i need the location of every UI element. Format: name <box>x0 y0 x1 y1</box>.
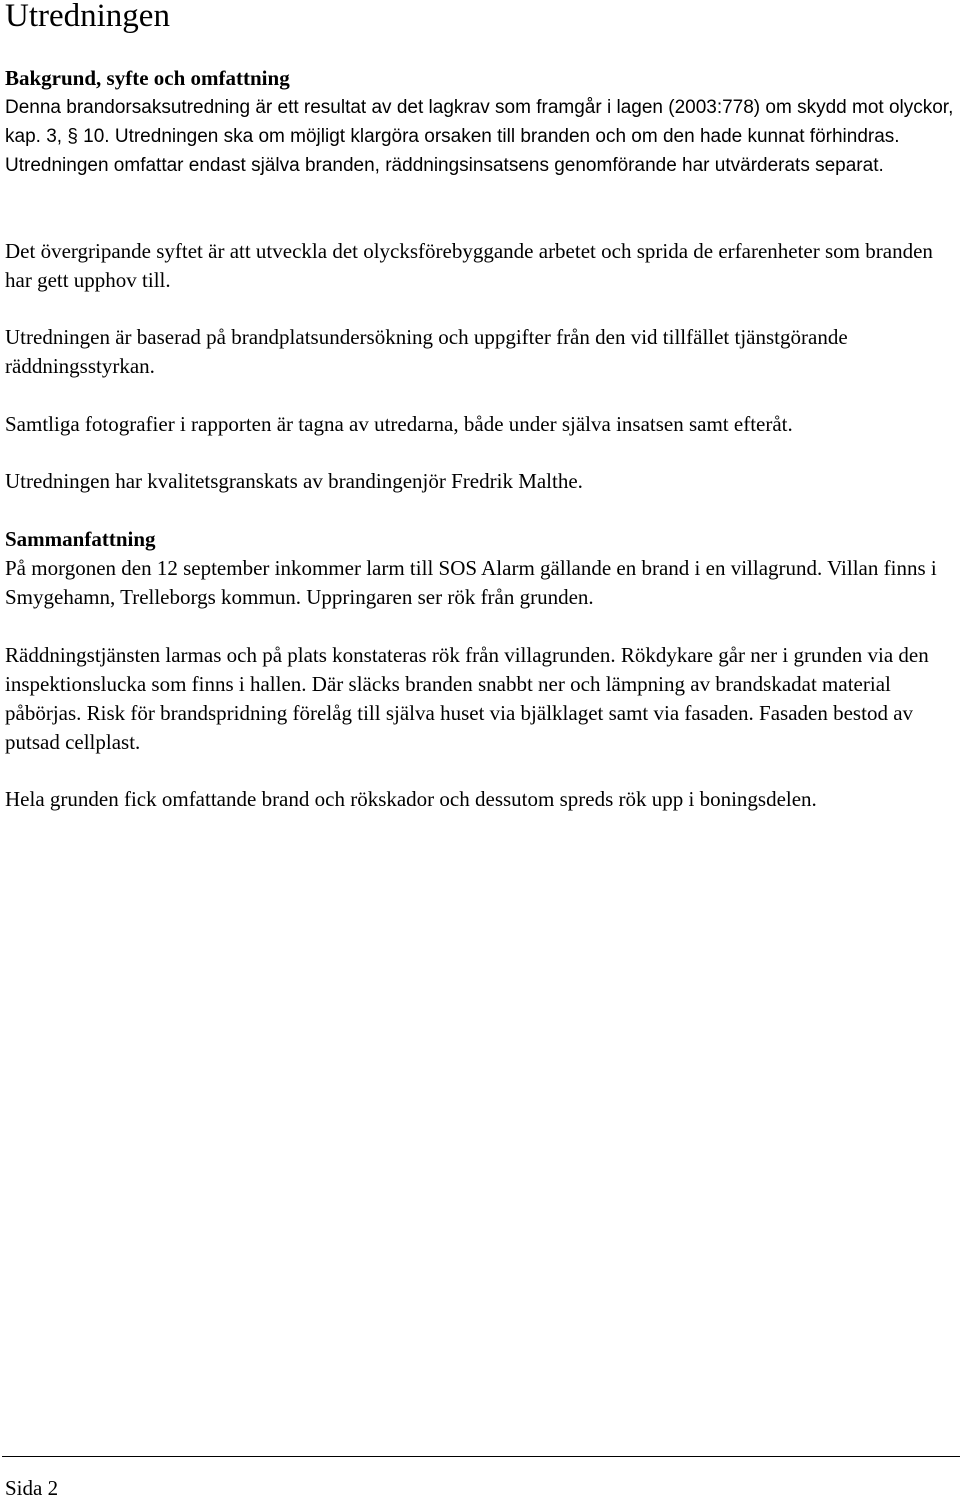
paragraph-syfte: Det övergripande syftet är att utveckla det olycksförebyggande arbetet och sprida de erfarenheter som branden har gett upphov till. <box>5 239 933 292</box>
section-heading-sammanfattning: Sammanfattning <box>5 527 156 551</box>
paragraph-lagkrav: Denna brandorsaksutredning är ett resultat av det lagkrav som framgår i lagen (2003:778) om skydd mot olyckor, kap. 3, § 10. Utredningen ska om möjligt klargöra orsaken till branden och om den hade kunnat förhindras. Utredningen omfattar endast själva branden, räddningsinsatsens genomförande har utvärderats separat. <box>5 97 954 176</box>
paragraph-skador: Hela grunden fick omfattande brand och rökskador och dessutom spreds rök upp i boningsdelen. <box>5 787 817 811</box>
paragraph-insats: Räddningstjänsten larmas och på plats konstateras rök från villagrunden. Rökdykare går ner i grunden via den inspektionslucka som finns i hallen. Där släcks branden snabbt ner och lämpning av brandskadat material påbörjas. Risk för brandspridning förelåg till själva huset via bjälklaget samt via fasaden. Fasaden bestod av putsad cellplast. <box>5 643 929 754</box>
paragraph-fotografier: Samtliga fotografier i rapporten är tagna av utredarna, både under själva insatsen samt efteråt. <box>5 412 793 436</box>
footer-divider <box>2 1456 960 1457</box>
section-heading-bakgrund: Bakgrund, syfte och omfattning <box>5 66 290 90</box>
document-title: Utredningen <box>5 0 170 34</box>
paragraph-kvalitetsgranskning: Utredningen har kvalitetsgranskats av brandingenjör Fredrik Malthe. <box>5 469 583 493</box>
page-number: Sida 2 <box>5 1476 59 1500</box>
paragraph-larm: På morgonen den 12 september inkommer larm till SOS Alarm gällande en brand i en villagrund. Villan finns i Smygehamn, Trelleborgs kommun. Uppringaren ser rök från grunden. <box>5 556 937 609</box>
paragraph-underlag: Utredningen är baserad på brandplatsundersökning och uppgifter från den vid tillfället tjänstgörande räddningsstyrkan. <box>5 325 848 378</box>
